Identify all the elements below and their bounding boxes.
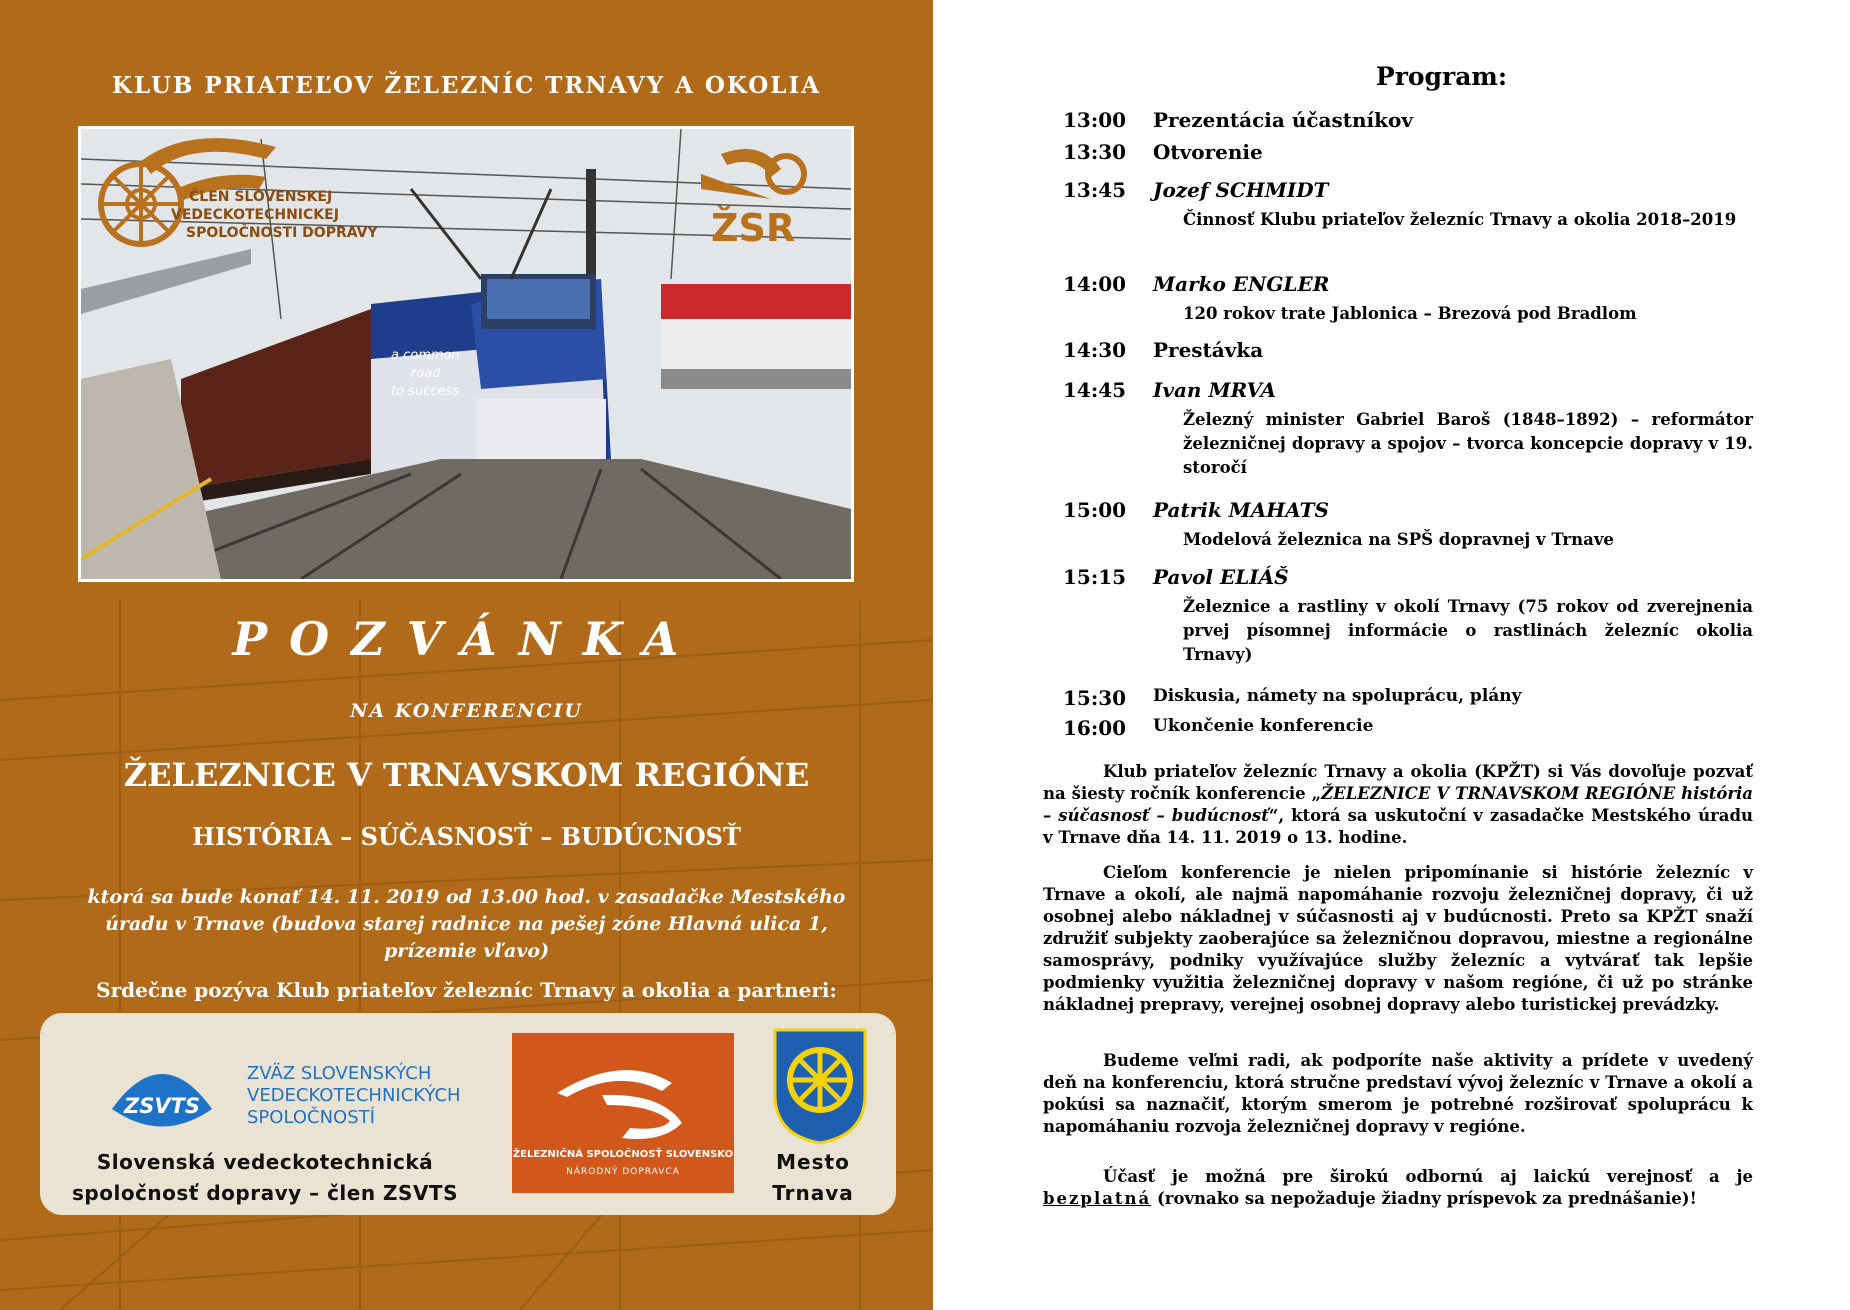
- svg-text:ŽSR: ŽSR: [711, 206, 796, 250]
- trnava-coat-of-arms-icon: [770, 1025, 870, 1145]
- svg-text:VEDECKOTECHNICKEJ: VEDECKOTECHNICKEJ: [171, 207, 339, 223]
- zsr-logo: ŽELEZNIČNÁ SPOLOČNOSŤ SLOVENSKO NÁRODNÝ DOPRAVCA: [512, 1033, 734, 1193]
- zsvts-caption: Slovenská vedeckotechnická spoločnosť dopravy – člen ZSVTS: [72, 1150, 458, 1205]
- program-panel: [933, 0, 1850, 1310]
- svg-text:to success: to success: [391, 384, 460, 399]
- svg-text:road: road: [411, 366, 441, 381]
- program-time: 14:00: [1063, 272, 1127, 296]
- program-speaker: Ivan MRVA: [1153, 378, 1276, 402]
- zsvts-name: ZVÄZ SLOVENSKÝCH VEDECKOTECHNICKÝCH SPOLOČNOSTÍ: [247, 1063, 461, 1128]
- program-title: Otvorenie: [1153, 140, 1263, 164]
- program-time: 14:30: [1063, 338, 1127, 362]
- program-time: 15:00: [1063, 498, 1127, 522]
- program-time: 14:45: [1063, 378, 1127, 402]
- program-title: Prestávka: [1153, 338, 1264, 362]
- event-details: ktorá sa bude konať 14. 11. 2019 od 13.00 hod. v zasadačke Mestského úradu v Trnave (budova starej radnice na pešej zóne Hlavná ulica 1, prízemie vľavo): [87, 886, 846, 962]
- program-heading: Program:: [1375, 62, 1508, 91]
- program-desc: Železný minister Gabriel Baroš (1848–1892) – reformátor železničnej dopravy a spojov – tvorca koncepcie dopravy v 19. storočí: [1183, 410, 1753, 477]
- program-time: 16:00: [1063, 716, 1127, 740]
- support-paragraph: Budeme veľmi radi, ak podporíte naše aktivity a prídete v uvedený deň na konferenciu, ktorá stručne predstaví vývoj železníc v Trnave a okolí a pokúsi sa naznačiť, ktorým smerom je potrebné rozširovať spoluprácu k napomáhaniu rozvoja železničnej dopravy v regióne.: [1043, 1051, 1753, 1136]
- program-title: Ukončenie konferencie: [1153, 716, 1374, 736]
- program-title: Prezentácia účastníkov: [1153, 108, 1413, 132]
- conference-title: ŽELEZNICE V TRNAVSKOM REGIÓNE: [123, 756, 810, 794]
- intro-paragraph: Klub priateľov železníc Trnavy a okolia (KPŽT) si Vás dovoľuje pozvať na šiesty ročník konferencie „ŽELEZNICE V TRNAVSKOM REGIÓNE história – súčasnosť – budúcnosť“, ktorá sa uskutoční v zasadačke Mestského úradu v Trnave dňa 14. 11. 2019 o 13. hodine.: [1043, 762, 1753, 847]
- program-time: 13:00: [1063, 108, 1127, 132]
- attendance-paragraph: Účasť je možná pre širokú odbornú aj laickú verejnosť a je bezplatná (rovnako sa nepožaduje žiadny príspevok za prednášanie)!: [1043, 1167, 1753, 1208]
- invitation-heading: POZVÁNKA: [232, 612, 701, 666]
- program-speaker: Pavol ELIÁŠ: [1153, 565, 1289, 589]
- program-title: Diskusia, námety na spoluprácu, plány: [1153, 686, 1522, 706]
- club-title: KLUB PRIATEĽOV ŽELEZNÍC TRNAVY A OKOLIA: [111, 72, 822, 99]
- svg-text:SPOLOČNOSTI DOPRAVY: SPOLOČNOSTI DOPRAVY: [186, 225, 378, 241]
- svg-text:ČLEN SLOVENSKEJ: ČLEN SLOVENSKEJ: [189, 189, 333, 205]
- zsvts-logo-icon: [102, 1049, 222, 1149]
- svg-text:ZSVTS: ZSVTS: [124, 1094, 201, 1118]
- trnava-caption: Mesto Trnava: [772, 1150, 854, 1205]
- partners-box: [40, 1013, 896, 1215]
- program-desc: Činnosť Klubu priateľov železníc Trnavy a okolia 2018–2019: [1183, 210, 1737, 229]
- svg-text:a common: a common: [391, 348, 460, 363]
- program-desc: Železnice a rastliny v okolí Trnavy (75 rokov od zverejnenia prvej písomnej informácie o rastlinách železníc okolia Trnavy): [1183, 597, 1753, 664]
- program-time: 15:15: [1063, 565, 1127, 589]
- conference-label: NA KONFERENCIU: [350, 700, 583, 722]
- program-time: 15:30: [1063, 686, 1127, 710]
- program-speaker: Patrik MAHATS: [1153, 498, 1329, 522]
- invitation-line: Srdečne pozýva Klub priateľov železníc Trnavy a okolia a partneri:: [96, 978, 837, 1002]
- program-speaker: Marko ENGLER: [1153, 272, 1330, 296]
- program-time: 13:30: [1063, 140, 1127, 164]
- goal-paragraph: Cieľom konferencie je nielen pripomínanie si histórie železníc v Trnave a okolí, ale najmä napomáhanie rozvoju železničnej dopravy, či už osobnej alebo nákladnej v súčasnosti aj v budúcnosti. Preto sa KPŽT snaží združiť subjekty zaoberajúce sa železničnou dopravou, miestne a regionálne samosprávy, podniky využívajúce služby železníc a vytvárať tak lepšie podmienky využitia železničnej dopravy v našom regióne, či už po stránke nákladnej prepravy, verejnej osobnej dopravy alebo turistickej prevádzky.: [1043, 863, 1753, 1014]
- conference-subtitle: HISTÓRIA – SÚČASNOSŤ – BUDÚCNOSŤ: [192, 822, 741, 851]
- program-desc: 120 rokov trate Jablonica – Brezová pod Bradlom: [1183, 304, 1637, 323]
- program-desc: Modelová železnica na SPŠ dopravnej v Trnave: [1183, 530, 1614, 549]
- program-speaker: Jozef SCHMIDT: [1153, 178, 1329, 202]
- program-time: 13:45: [1063, 178, 1127, 202]
- train-photo: [78, 126, 854, 582]
